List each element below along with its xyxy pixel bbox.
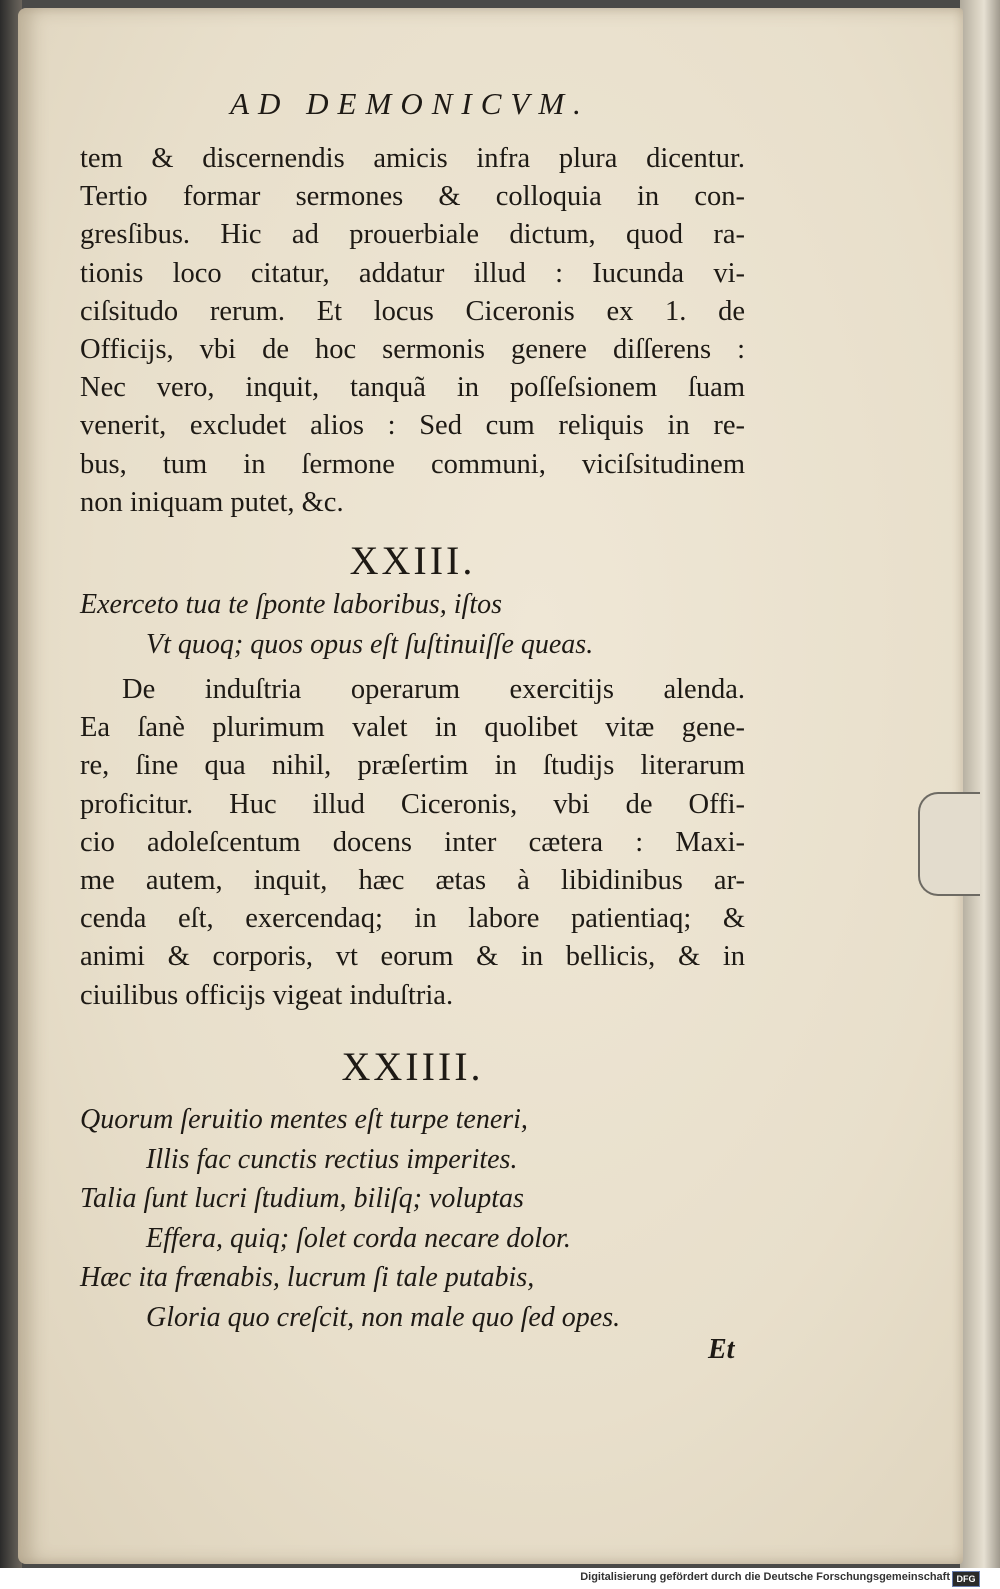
text-line: Officijs, vbi de hoc sermonis genere diſſerens : (80, 334, 745, 366)
text-line: tem & discernendis amicis infra plura dicentur. (80, 143, 745, 174)
verse-line: Exerceto tua te ſponte laboribus, iſtos (80, 589, 503, 620)
verse-line: Effera, quiq; ſolet corda necare dolor. (146, 1222, 571, 1254)
verse-line: Hæc ita frænabis, lucrum ſi tale putabis, (80, 1262, 535, 1293)
text-line: De induſtria operarum exercitijs alenda. (122, 674, 745, 705)
running-head: AD DEMONICVM. (230, 86, 590, 121)
text-line: venerit, excludet alios : Sed cum reliquis in re- (80, 410, 745, 442)
paragraph-2 (80, 671, 745, 1015)
footer-bar (0, 1568, 1000, 1589)
funding-credit: Digitalisierung gefördert durch die Deutsche Forschungsgemeinschaft (580, 1571, 950, 1583)
verse-line: Illis fac cunctis rectius imperites. (146, 1143, 518, 1175)
text-line: Tertio formar sermones & colloquia in con- (80, 181, 745, 213)
text-line: gresſibus. Hic ad prouerbiale dictum, quod ra- (80, 219, 745, 251)
section-numeral-24: XXIIII. (341, 1044, 484, 1089)
text-line: me autem, inquit, hæc ætas à libidinibus ar- (80, 865, 745, 897)
section-numeral-23: XXIII. (349, 538, 476, 583)
verse-line: Quorum ſeruitio mentes eſt turpe teneri, (80, 1104, 528, 1135)
text-line: Nec vero, inquit, tanquã in poſſeſsionem ſuam (80, 372, 745, 404)
text-line: ciſsitudo rerum. Et locus Ciceronis ex 1. de (80, 295, 745, 327)
page-edges (960, 0, 1000, 1568)
verse-line: Talia ſunt lucri ſtudium, biliſq; voluptas (80, 1183, 524, 1214)
text-line: proficitur. Huc illud Ciceronis, vbi de Offi- (80, 788, 745, 820)
verse-2 (80, 1100, 760, 1337)
text-line: animi & corporis, vt eorum & in bellicis, & in (80, 941, 745, 973)
text-line: non iniquam putet, &c. (80, 486, 344, 518)
verse-line: Vt quoq; quos opus eſt ſuſtinuiſſe queas. (146, 628, 594, 660)
text-line: cio adoleſcentum docens inter cætera : Maxi- (80, 826, 745, 858)
text-line: bus, tum in ſermone communi, viciſsitudinem (80, 448, 745, 480)
verse-1 (80, 585, 760, 664)
text-line: tionis loco citatur, addatur illud : Iucunda vi- (80, 257, 745, 289)
page-clip (918, 792, 980, 896)
text-line: ciuilibus officijs vigeat induſtria. (80, 979, 454, 1011)
paragraph-1 (80, 140, 745, 522)
text-line: re, ſine qua nihil, præſertim in ſtudijs literarum (80, 750, 745, 782)
dfg-logo-icon: DFG (952, 1571, 980, 1587)
catchword: Et (708, 1334, 735, 1365)
verse-line: Gloria quo creſcit, non male quo ſed opes. (146, 1301, 621, 1333)
text-line: cenda eſt, exercendaq; in labore patientiaq; & (80, 903, 745, 935)
text-line: Ea ſanè plurimum valet in quolibet vitæ gene- (80, 712, 745, 744)
